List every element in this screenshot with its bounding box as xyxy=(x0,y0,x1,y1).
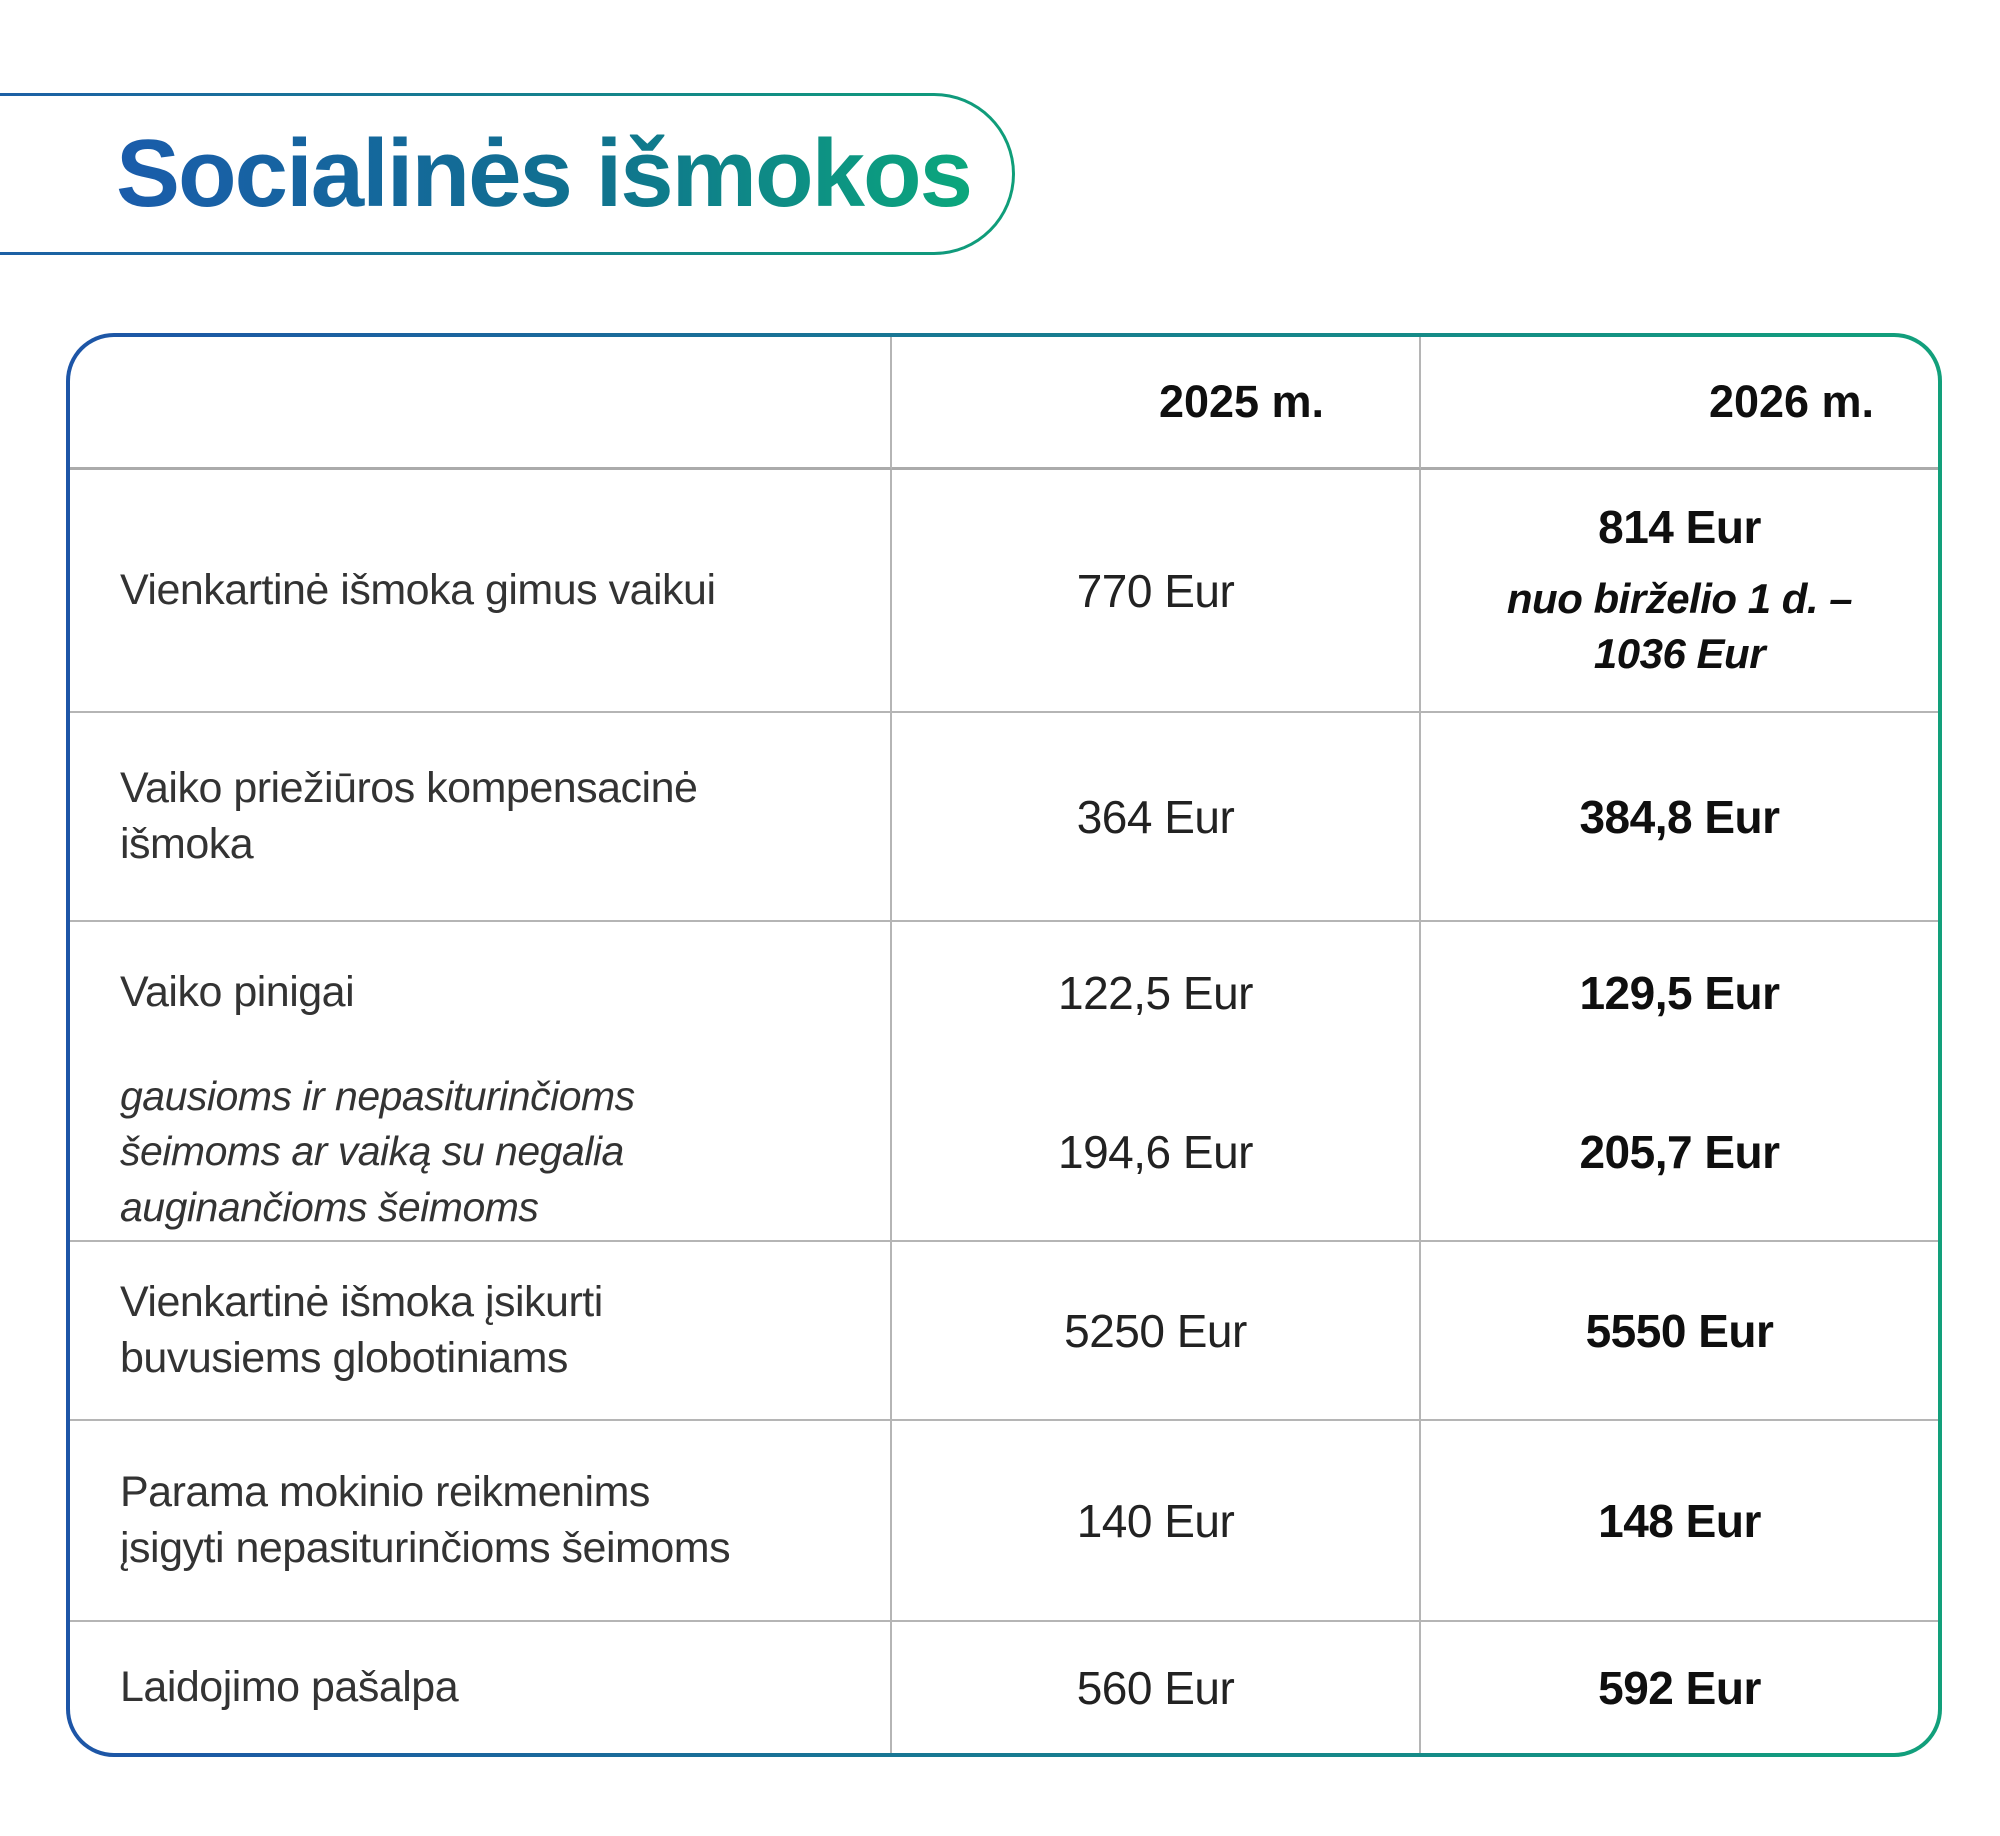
row6-label: Laidojimo pašalpa xyxy=(120,1662,459,1711)
row6-value-2025-cell xyxy=(892,1622,1421,1753)
header-2026-label: 2026 m. xyxy=(1708,376,1875,427)
row1-value-2026-cell xyxy=(1421,470,1938,713)
row3b-value-2025: 194,6 Eur xyxy=(1058,1126,1253,1178)
row4-value-2025-cell xyxy=(892,1242,1421,1421)
header-2026 xyxy=(1421,337,1938,470)
row2-label-line1: Vaiko priežiūros kompensacinė xyxy=(120,763,698,812)
row1-value-2025-cell xyxy=(892,470,1421,713)
row3-label: Vaiko pinigai xyxy=(120,968,355,1017)
row4-value-2026: 5550 Eur xyxy=(1585,1304,1774,1357)
row2-value-2026-cell xyxy=(1421,713,1938,922)
table-row-label xyxy=(70,1421,892,1622)
row4-label-line2: buvusiems globotiniams xyxy=(120,1333,568,1382)
row2-label xyxy=(120,761,697,873)
row3b-label-line3: auginančioms šeimoms xyxy=(120,1183,539,1230)
row2-label-line2: išmoka xyxy=(120,819,254,868)
table-row-label xyxy=(70,1242,892,1421)
benefits-table xyxy=(66,333,1942,1757)
row6-value-2026: 592 Eur xyxy=(1598,1661,1761,1714)
table-row-label xyxy=(70,922,892,1064)
row3-value-2026-cell xyxy=(1421,922,1938,1064)
header-2025-label: 2025 m. xyxy=(1158,376,1325,427)
row2-value-2025: 364 Eur xyxy=(1076,790,1235,843)
row1-note-line1: nuo birželio 1 d. – xyxy=(1506,574,1853,622)
row5-label xyxy=(120,1465,730,1577)
title-banner xyxy=(0,93,1015,255)
row4-label xyxy=(120,1275,603,1387)
title-banner-inner xyxy=(0,96,1012,252)
row1-value-2026: 814 Eur xyxy=(1598,500,1761,553)
row3b-label-line2: šeimoms ar vaiką su negalia xyxy=(120,1128,624,1175)
row2-value-2025-cell xyxy=(892,713,1421,922)
header-empty-cell xyxy=(70,337,892,470)
row2-value-2026: 384,8 Eur xyxy=(1579,790,1780,843)
row4-label-line1: Vienkartinė išmoka įsikurti xyxy=(120,1277,603,1326)
row6-value-2025: 560 Eur xyxy=(1076,1661,1235,1714)
row3b-value-2026-cell xyxy=(1421,1064,1938,1242)
benefits-table-grid xyxy=(70,337,1938,1753)
row5-value-2025: 140 Eur xyxy=(1076,1494,1235,1547)
table-row-label xyxy=(70,1064,892,1242)
row5-label-line2: įsigyti nepasiturinčioms šeimoms xyxy=(120,1523,731,1572)
row3-value-2025: 122,5 Eur xyxy=(1058,967,1253,1019)
row3b-value-2025-cell xyxy=(892,1064,1421,1242)
row6-value-2026-cell xyxy=(1421,1622,1938,1753)
row4-value-2025: 5250 Eur xyxy=(1064,1304,1247,1357)
row3-value-2025-cell xyxy=(892,922,1421,1064)
row3-value-2026: 129,5 Eur xyxy=(1579,967,1780,1019)
header-2025 xyxy=(892,337,1421,470)
row4-value-2026-cell xyxy=(1421,1242,1938,1421)
row1-value-2025: 770 Eur xyxy=(1076,564,1235,617)
table-row-label xyxy=(70,1622,892,1753)
row1-label: Vienkartinė išmoka gimus vaikui xyxy=(120,565,716,614)
row5-label-line1: Parama mokinio reikmenims xyxy=(120,1467,650,1516)
row1-value-2026-note xyxy=(1507,572,1852,681)
row3b-label xyxy=(120,1069,635,1235)
row3b-label-line1: gausioms ir nepasiturinčioms xyxy=(120,1072,635,1119)
row3b-value-2026: 205,7 Eur xyxy=(1579,1126,1780,1178)
table-row-label xyxy=(70,713,892,922)
table-row-label xyxy=(70,470,892,713)
row1-note-line2: 1036 Eur xyxy=(1593,629,1766,677)
row5-value-2026: 148 Eur xyxy=(1598,1494,1761,1547)
page-title: Socialinės išmokos xyxy=(116,120,972,227)
row5-value-2025-cell xyxy=(892,1421,1421,1622)
row5-value-2026-cell xyxy=(1421,1421,1938,1622)
